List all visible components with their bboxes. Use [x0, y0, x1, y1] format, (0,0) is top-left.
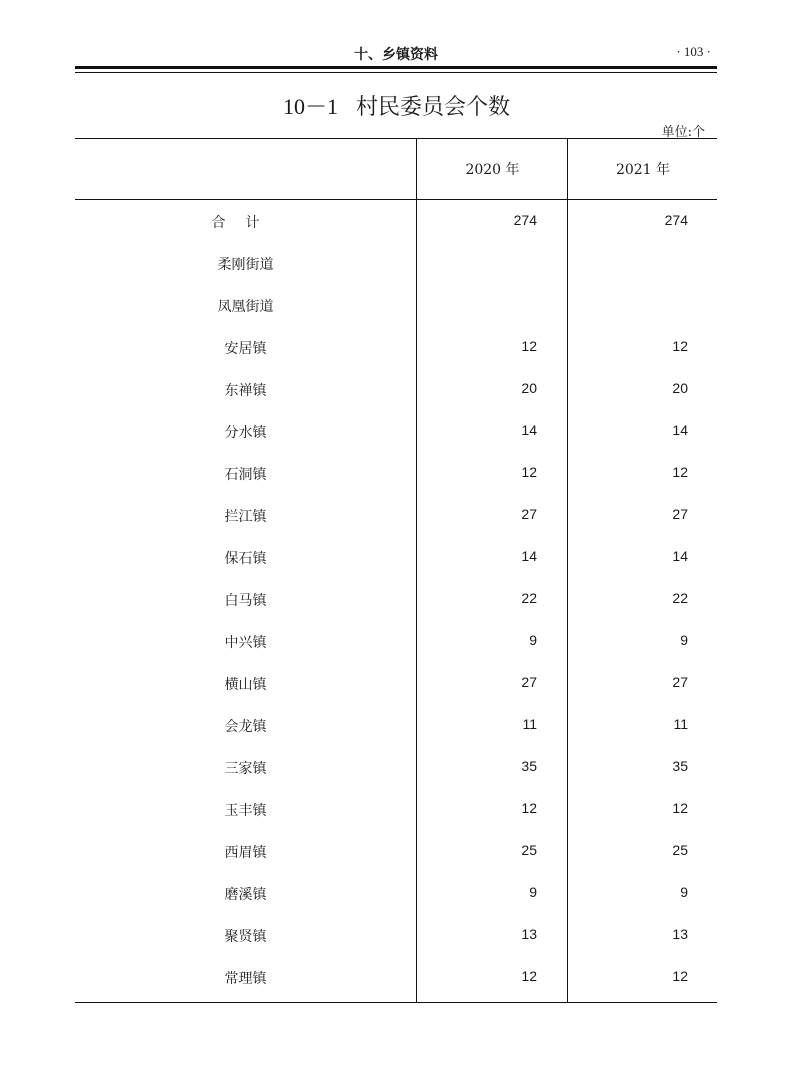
table-row: [75, 200, 717, 242]
value-2020: 20: [521, 380, 537, 396]
header-cell-2021: 2021 年: [567, 139, 718, 199]
value-2021: 20: [672, 380, 688, 396]
value-2020: 11: [522, 716, 537, 732]
value-2020: 25: [521, 842, 537, 858]
table-row: [75, 830, 717, 872]
table-row: [75, 746, 717, 788]
table-title-text: 村民委员会个数: [356, 95, 511, 120]
row-label: 磨溪镇: [224, 887, 267, 903]
row-label: 三家镇: [224, 761, 267, 777]
value-2020: 12: [521, 338, 537, 354]
table-row: [75, 788, 717, 830]
value-2020: 14: [521, 422, 537, 438]
value-2021: 12: [672, 338, 688, 354]
table-row: [75, 872, 717, 914]
value-2020: 27: [521, 674, 537, 690]
value-2021: 12: [672, 968, 688, 984]
value-2020: 13: [521, 926, 537, 942]
table-row: [75, 956, 717, 998]
value-2021: 22: [672, 590, 688, 606]
row-label: 拦江镇: [224, 509, 267, 525]
value-2020: 9: [529, 884, 537, 900]
row-label: 柔刚街道: [217, 257, 274, 273]
running-header: [75, 40, 717, 64]
header-rule-thick: [75, 66, 717, 69]
value-2021: 14: [672, 422, 688, 438]
value-2021: 12: [672, 800, 688, 816]
row-label: 白马镇: [224, 593, 267, 609]
row-label: 石洞镇: [224, 467, 267, 483]
value-2021: 9: [680, 884, 688, 900]
value-2021: 12: [672, 464, 688, 480]
row-label: 常理镇: [224, 971, 267, 987]
value-2021: 25: [672, 842, 688, 858]
value-2020: 27: [521, 506, 537, 522]
table-row: [75, 242, 717, 284]
row-label: 横山镇: [224, 677, 267, 693]
row-label: 东禅镇: [224, 383, 267, 399]
value-2020: 12: [521, 464, 537, 480]
table-row: [75, 452, 717, 494]
table-title: [0, 90, 793, 121]
header-cell-name: [75, 139, 416, 199]
table-row: [75, 662, 717, 704]
row-label: 西眉镇: [224, 845, 267, 861]
table-row: [75, 704, 717, 746]
value-2020: 12: [521, 800, 537, 816]
header-cell-2020: 2020 年: [416, 139, 568, 199]
value-2020: 14: [521, 548, 537, 564]
table-row: [75, 620, 717, 662]
table-body: [75, 200, 717, 1003]
page-number: · 103 ·: [676, 44, 711, 59]
table-row: [75, 536, 717, 578]
value-2020: 274: [513, 212, 537, 228]
row-label: 保石镇: [224, 551, 267, 567]
table-row: [75, 410, 717, 452]
value-2021: 11: [673, 716, 688, 732]
row-label: 玉丰镇: [224, 803, 267, 819]
value-2021: 9: [680, 632, 688, 648]
table-row: [75, 326, 717, 368]
value-2020: 22: [521, 590, 537, 606]
row-label: 合计: [211, 215, 280, 231]
row-label: 分水镇: [224, 425, 267, 441]
value-2021: 35: [672, 758, 688, 774]
table-row: [75, 284, 717, 326]
value-2020: 9: [529, 632, 537, 648]
row-label: 会龙镇: [224, 719, 267, 735]
row-label: 中兴镇: [224, 635, 267, 651]
value-2020: 12: [521, 968, 537, 984]
table-number: 10－1: [282, 94, 338, 119]
value-2020: 35: [521, 758, 537, 774]
value-2021: 27: [672, 506, 688, 522]
table-header-row: [75, 138, 717, 200]
table-row: [75, 368, 717, 410]
value-2021: 14: [672, 548, 688, 564]
section-title: 十、乡镇资料: [354, 47, 438, 63]
table-row: [75, 914, 717, 956]
table-row: [75, 578, 717, 620]
value-2021: 13: [672, 926, 688, 942]
table-row: [75, 494, 717, 536]
unit-label: 单位:个: [661, 125, 705, 140]
row-label: 聚贤镇: [224, 929, 267, 945]
row-label: 凤凰街道: [217, 299, 274, 315]
row-label: 安居镇: [224, 341, 267, 357]
data-table: [75, 138, 717, 1003]
value-2021: 27: [672, 674, 688, 690]
header-rule-thin: [75, 72, 717, 73]
value-2021: 274: [664, 212, 688, 228]
